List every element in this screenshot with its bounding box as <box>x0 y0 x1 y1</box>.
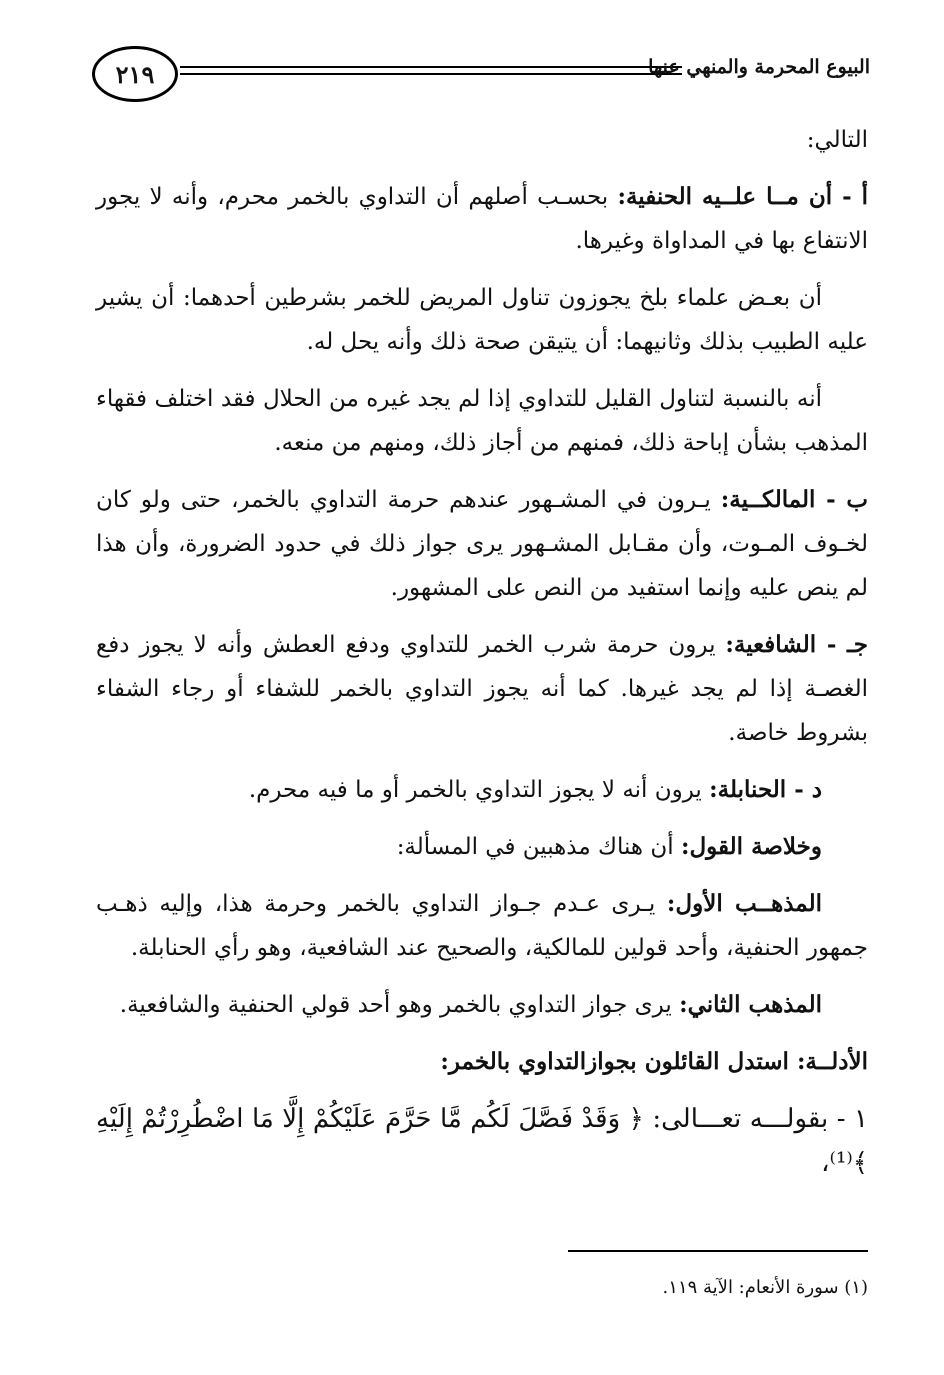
paragraph-text: ١ - بقولـــه تعـــالى: ﴿ وَقَدْ فَصَّلَ لَكُم مَّا حَرَّمَ عَلَيْكُمْ إِلَّا مَا اضْطُرِرْتُمْ إِلَيْهِ ﴾⁽¹⁾، <box>96 1104 868 1178</box>
paragraph-lead: ب - المالكــية: <box>720 486 868 513</box>
paragraph <box>96 478 868 610</box>
paragraph-text: بحسـب أصلهم أن التداوي بالخمر محرم، وأنه لا يجور الانتفاع بها في المداواة وغيرها. <box>96 184 868 254</box>
paragraph-lead: الأدلــة: استدل القائلون بجوازالتداوي بالخمر: <box>440 1048 868 1075</box>
paragraph <box>96 118 868 162</box>
paragraph-text: يرى جواز التداوي بالخمر وهو أحد قولي الحنفية والشافعية. <box>119 992 680 1018</box>
paragraph <box>96 983 868 1027</box>
header-rule <box>180 66 682 75</box>
paragraph-text: يـرى عـدم جـواز التداوي بالخمر وحرمة هذا، وإليه ذهـب جمهور الحنفية، وأحد قولين للمالكية، والصحيح عند الشافعية، وهو رأي الحنابلة. <box>96 891 868 961</box>
paragraph-text: يرون حرمة شرب الخمر للتداوي ودفع العطش وأنه لا يجوز دفع الغصـة إذا لم يجد غيرها. كما أنه يجوز التداوي بالخمر للشفاء أو رجاء الشفاء بشروط خاصة. <box>96 632 868 746</box>
paragraph <box>96 882 868 970</box>
paragraph-text: أنه بالنسبة لتناول القليل للتداوي إذا لم يجد غيره من الحلال فقد اختلف فقهاء المذهب بشأن إباحة ذلك، فمنهم من أجاز ذلك، ومنهم من منعه. <box>96 386 868 456</box>
paragraph <box>96 276 868 364</box>
paragraph <box>96 1040 868 1084</box>
paragraph <box>96 768 868 812</box>
page-number: ٢١٩ <box>92 46 178 102</box>
paragraph-lead: جـ - الشافعية: <box>725 631 868 658</box>
footnote: (١) سورة الأنعام: الآية ١١٩. <box>662 1277 868 1298</box>
paragraph <box>96 175 868 263</box>
paragraph-lead: المذهــب الأول: <box>666 890 823 917</box>
paragraph-lead: أ - أن مــا علــيه الحنفية: <box>617 183 868 210</box>
paragraph-text: أن هناك مذهبين في المسألة: <box>396 834 681 860</box>
running-title: البيوع المحرمة والمنهي عنها <box>648 56 870 78</box>
paragraph <box>96 377 868 465</box>
paragraph-lead: المذهب الثاني: <box>679 991 822 1018</box>
paragraph <box>96 623 868 755</box>
page-header <box>92 44 870 104</box>
paragraph-text: التالي: <box>806 127 868 153</box>
paragraph <box>96 1097 868 1185</box>
paragraph-text: يـرون في المشـهور عندهم حرمة التداوي بالخمر، حتى ولو كان لخـوف المـوت، وأن مقـابل المشـهور يرى جواز ذلك في حدود الضرورة، وأن هذا لم ينص عليه وإنما استفيد من النص على المشهور. <box>96 487 868 601</box>
paragraph-text: أن بعـض علماء بلخ يجوزون تناول المريض للخمر بشرطين أحدهما: أن يشير عليه الطبيب بذلك وثانيهما: أن يتيقن صحة ذلك وأنه يحل له. <box>96 285 868 355</box>
body-text <box>96 118 868 1198</box>
paragraph-lead: د - الحنابلة: <box>709 776 822 803</box>
paragraph-lead: وخلاصة القول: <box>680 833 822 860</box>
paragraph-text: يرون أنه لا يجوز التداوي بالخمر أو ما فيه محرم. <box>248 777 710 803</box>
paragraph <box>96 825 868 869</box>
footnote-rule <box>568 1250 868 1252</box>
